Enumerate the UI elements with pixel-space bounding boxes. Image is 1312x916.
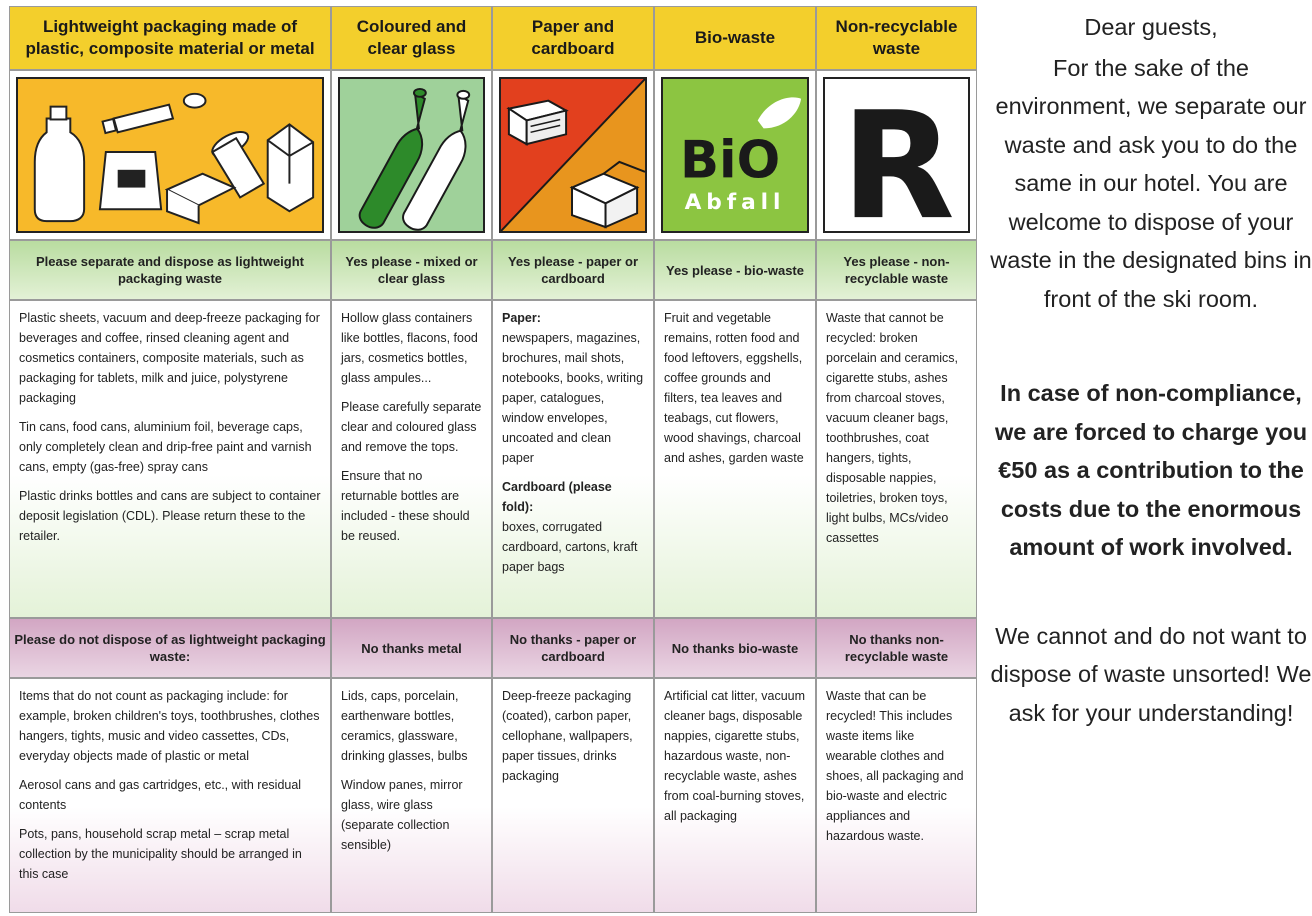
list-item: Tin cans, food cans, aluminium foil, beverage caps, only completely clean and drip-free paint and varnish cans, empty (gas-free) spray cans [19, 420, 312, 474]
no-title-bio: No thanks bio-waste [654, 618, 816, 678]
no-body-paper [492, 678, 654, 913]
paper-label: Paper: [502, 311, 541, 325]
header-glass: Coloured and clear glass [331, 6, 492, 70]
yes-body-glass [331, 300, 492, 618]
no-title-paper: No thanks - paper or cardboard [492, 618, 654, 678]
no-title-packaging: Please do not dispose of as lightweight packaging waste: [9, 618, 331, 678]
list-item: Window panes, mirror glass, wire glass (separate collection sensible) [341, 778, 463, 852]
list-item: Artificial cat litter, vacuum cleaner bags, disposable nappies, cigarette stubs, hazardous waste, non-recyclable waste, ashes from coal-burning stoves, all packaging [664, 689, 806, 823]
no-title-nonrecyclable: No thanks non-recyclable waste [816, 618, 977, 678]
yes-title-paper: Yes please - paper or cardboard [492, 240, 654, 300]
no-title-glass: No thanks metal [331, 618, 492, 678]
column-bio [654, 6, 816, 913]
column-paper [492, 6, 654, 913]
paper-cardboard-icon [501, 79, 645, 231]
yes-body-bio [654, 300, 816, 618]
residual-waste-r-icon [825, 79, 968, 231]
notice-greeting: Dear guests, [1084, 14, 1218, 40]
no-body-glass [331, 678, 492, 913]
header-nonrecyclable: Non-recyclable waste [816, 6, 977, 70]
notice-warning: In case of non-compliance, we are forced to charge you €50 as a contribution to the costs due to the enormous amount of work involved. [994, 380, 1308, 560]
image-packaging [9, 70, 331, 240]
no-body-packaging [9, 678, 331, 913]
list-item: Ensure that no returnable bottles are included - these should be reused. [341, 469, 470, 543]
list-item: Fruit and vegetable remains, rotten food and food leftovers, eggshells, coffee grounds and filters, tea leaves and teabags, cut flowers, wood shavings, charcoal and ashes, garden waste [664, 311, 804, 465]
yes-title-bio: Yes please - bio-waste [654, 240, 816, 300]
yes-body-paper [492, 300, 654, 618]
column-nonrecyclable [816, 6, 977, 913]
list-item: Waste that can be recycled! This includes waste items like wearable clothes and shoes, all packaging and bio-waste and electric appliances and hazardous waste. [826, 689, 964, 843]
cardboard-label: Cardboard (please fold): [502, 480, 612, 514]
glass-bottles-icon [340, 79, 483, 231]
column-glass [331, 6, 492, 913]
list-item: boxes, corrugated cardboard, cartons, kraft paper bags [502, 520, 638, 574]
waste-sorting-table [9, 6, 977, 913]
yes-body-nonrecyclable [816, 300, 977, 618]
column-packaging [9, 6, 331, 913]
list-item: Lids, caps, porcelain, earthenware bottles, ceramics, glassware, drinking glasses, bulbs [341, 689, 468, 763]
yes-body-packaging [9, 300, 331, 618]
list-item: Plastic sheets, vacuum and deep-freeze packaging for beverages and coffee, rinsed cleaning agent and cosmetics containers, composite materials, such as packaging for tablets, milk and juice, polystyrene packaging [19, 311, 320, 405]
yes-title-glass: Yes please - mixed or clear glass [331, 240, 492, 300]
list-item: Items that do not count as packaging include: for example, broken children's toys, toothbrushes, clothes hangers, tights, music and video cassettes, CDs, everyday objects made of plastic or metal [19, 689, 320, 763]
r-logo-text: R [841, 80, 955, 231]
list-item: Waste that cannot be recycled: broken porcelain and ceramics, cigarette stubs, ashes from charcoal stoves, vacuum cleaner bags, toothbrushes, coat hangers, tights, disposable nappies, toiletries, broken toys, light bulbs, MCs/video cassettes [826, 311, 959, 545]
image-nonrecyclable [816, 70, 977, 240]
no-body-nonrecyclable [816, 678, 977, 913]
list-item: Hollow glass containers like bottles, flacons, food jars, cosmetics bottles, glass ampules... [341, 311, 478, 385]
image-glass [331, 70, 492, 240]
yes-title-nonrecyclable: Yes please - non-recyclable waste [816, 240, 977, 300]
list-item: Pots, pans, household scrap metal – scrap metal collection by the municipality should be arranged in this case [19, 827, 302, 881]
list-item: newspapers, magazines, brochures, mail shots, notebooks, books, writing paper, catalogues, window envelopes, uncoated and clean paper [502, 331, 644, 465]
image-bio [654, 70, 816, 240]
header-bio: Bio-waste [654, 6, 816, 70]
header-paper: Paper and cardboard [492, 6, 654, 70]
header-packaging: Lightweight packaging made of plastic, composite material or metal [9, 6, 331, 70]
list-item: Plastic drinks bottles and cans are subject to container deposit legislation (CDL). Please return these to the retailer. [19, 489, 321, 543]
bio-logo-subtext: Abfall [684, 190, 786, 216]
list-item: Deep-freeze packaging (coated), carbon paper, cellophane, wallpapers, paper tissues, drinks packaging [502, 689, 633, 783]
no-body-bio [654, 678, 816, 913]
notice-intro: For the sake of the environment, we separate our waste and ask you to do the same in our hotel. You are welcome to dispose of your waste in the designated bins in front of the ski room. [990, 54, 1312, 312]
notice-closing: We cannot and do not want to dispose of waste unsorted! We ask for your understanding! [990, 622, 1312, 726]
list-item: Please carefully separate clear and coloured glass and remove the tops. [341, 400, 482, 454]
list-item: Aerosol cans and gas cartridges, etc., with residual contents [19, 778, 302, 812]
yes-title-packaging: Please separate and dispose as lightweight packaging waste [9, 240, 331, 300]
bio-logo-text: BiO [679, 130, 781, 191]
packaging-waste-icon [18, 79, 322, 231]
bio-logo-icon [663, 79, 807, 231]
guest-notice [990, 8, 1312, 734]
image-paper [492, 70, 654, 240]
